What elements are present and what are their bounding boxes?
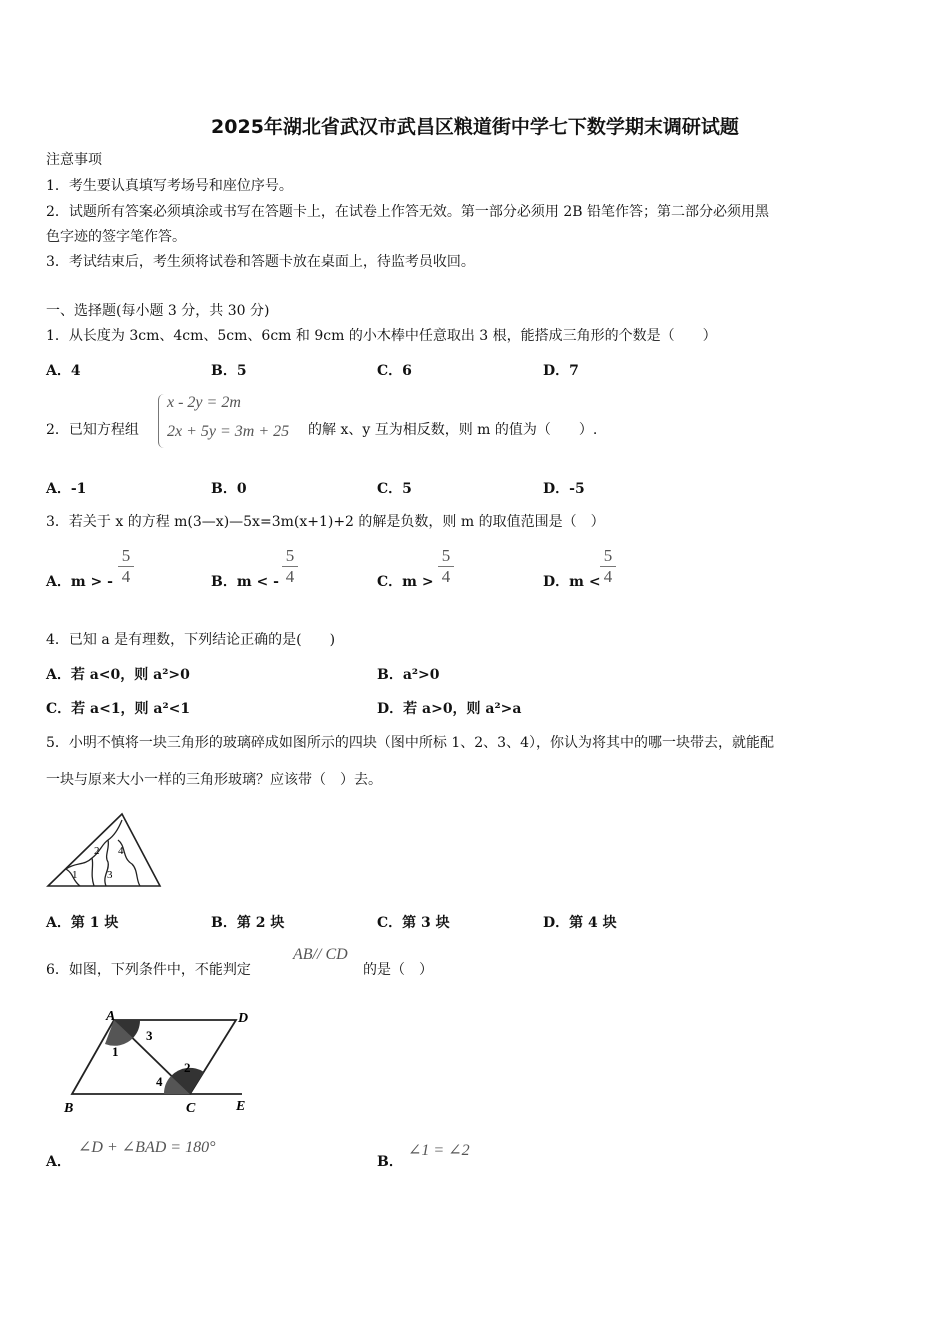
question-2-suffix: 的解 x、y 互为相反数，则 m 的值为（ ）.: [308, 422, 598, 438]
q6-option-a-label: A．: [46, 1154, 71, 1170]
q2-option-b: B．0: [211, 481, 247, 497]
equation-1: x - 2y = 2m: [167, 394, 241, 411]
q2-option-a: A．-1: [46, 481, 87, 497]
q1-option-a: A．4: [46, 363, 81, 379]
notice-item: 3．考试结束后，考生须将试卷和答题卡放在桌面上，待监考员收回。: [46, 254, 475, 270]
notice-item: 1．考生要认真填写考场号和座位序号。: [46, 178, 293, 194]
q5-option-c: C．第 3 块: [377, 915, 450, 931]
notice-heading: 注意事项: [46, 152, 102, 168]
parallelogram-figure: [60, 1006, 260, 1118]
q1-option-b: B．5: [211, 363, 247, 379]
q6-option-b-label: B．: [377, 1154, 403, 1170]
q6-option-b-math: ∠1 = ∠2: [408, 1142, 470, 1159]
angle-label-1: 1: [112, 1044, 119, 1059]
notice-item: 2．试题所有答案必须填涂或书写在答题卡上，在试卷上作答无效。第一部分必须用 2B 铅笔作答；第二部分必须用黑: [46, 204, 769, 220]
broken-glass-figure: [44, 810, 164, 892]
equation-2: 2x + 5y = 3m + 25: [167, 423, 290, 440]
q3-option-d: D．m <: [543, 574, 601, 590]
q3-option-c: C．m >: [377, 574, 434, 590]
fraction: $\frac{5}{4}$: [438, 546, 454, 587]
piece-label-1: 1: [72, 869, 78, 881]
q5-option-a: A．第 1 块: [46, 915, 119, 931]
q4-option-d: D．若 a>0，则 a²>a: [377, 701, 522, 717]
fraction: $\frac{5}{4}$: [282, 546, 298, 587]
angle-label-3: 3: [146, 1028, 153, 1043]
q3-option-a: A．m > -: [46, 574, 113, 590]
question-6-prefix: 6．如图，下列条件中，不能判定: [46, 962, 251, 978]
question-3-stem: 3．若关于 x 的方程 m(3—x)—5x=3m(x+1)+2 的解是负数，则 m 的取值范围是（ ）: [46, 514, 605, 530]
equation-brace: [158, 394, 167, 448]
fraction: $\frac{5}{4}$: [118, 546, 134, 587]
q5-option-b: B．第 2 块: [211, 915, 285, 931]
vertex-label-e: E: [236, 1099, 246, 1114]
q4-option-b: B．a²>0: [377, 667, 440, 683]
q4-option-a: A．若 a<0，则 a²>0: [46, 667, 190, 683]
q3-option-b: B．m < -: [211, 574, 279, 590]
q2-option-c: C．5: [377, 481, 412, 497]
parallel-condition: AB// CD: [293, 946, 348, 963]
question-2-prefix: 2．已知方程组: [46, 422, 139, 438]
vertex-label-b: B: [64, 1101, 74, 1116]
question-5-stem-line1: 5．小明不慎将一块三角形的玻璃碎成如图所示的四块（图中所标 1、2、3、4），你认为将其中的哪一块带去，就能配: [46, 735, 774, 751]
q1-option-d: D．7: [543, 363, 579, 379]
angle-label-4: 4: [156, 1074, 163, 1089]
vertex-label-c: C: [186, 1101, 196, 1116]
vertex-label-a: A: [106, 1009, 116, 1024]
piece-label-3: 3: [107, 869, 113, 881]
angle-label-2: 2: [184, 1060, 191, 1075]
q2-option-d: D．-5: [543, 481, 585, 497]
vertex-label-d: D: [238, 1011, 249, 1026]
q4-option-c: C．若 a<1，则 a²<1: [46, 701, 191, 717]
question-6-suffix: 的是（ ）: [363, 962, 433, 978]
piece-label-4: 4: [118, 845, 124, 857]
notice-item: 色字迹的签字笔作答。: [46, 229, 186, 245]
question-4-stem: 4．已知 a 是有理数，下列结论正确的是( ): [46, 632, 336, 648]
question-5-stem-line2: 一块与原来大小一样的三角形玻璃？应该带（ ）去。: [46, 772, 382, 788]
page-title: 2025年湖北省武汉市武昌区粮道街中学七下数学期末调研试题: [211, 116, 739, 138]
question-1-stem: 1．从长度为 3cm、4cm、5cm、6cm 和 9cm 的小木棒中任意取出 3 根，能搭成三角形的个数是（ ）: [46, 328, 717, 344]
fraction: $\frac{5}{4}$: [600, 546, 616, 587]
piece-label-2: 2: [94, 845, 100, 857]
q5-option-d: D．第 4 块: [543, 915, 617, 931]
q1-option-c: C．6: [377, 363, 412, 379]
section-heading: 一、选择题(每小题 3 分，共 30 分): [46, 303, 270, 319]
q6-option-a-math: ∠D + ∠BAD = 180°: [78, 1139, 216, 1156]
